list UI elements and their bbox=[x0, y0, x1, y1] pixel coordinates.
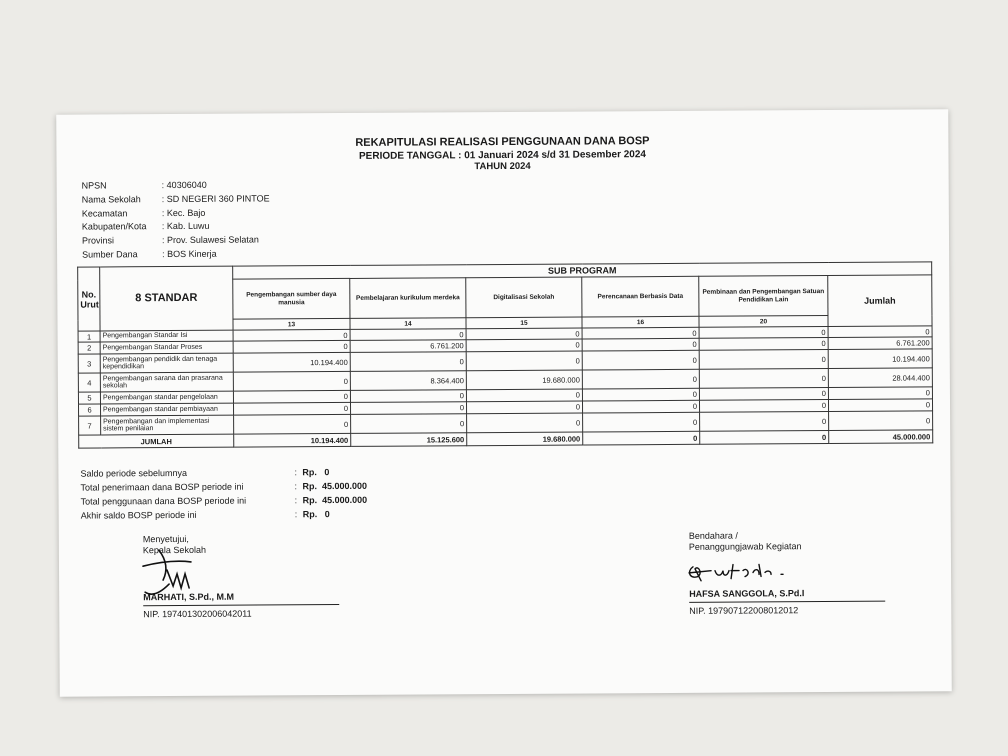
total-value: 10.194.400 bbox=[234, 433, 351, 447]
document-year: TAHUN 2024 bbox=[474, 160, 531, 173]
info-row bbox=[82, 179, 270, 194]
cell-value: 0 bbox=[351, 414, 467, 434]
row-name: Pengembangan dan implementasi sistem penilaian bbox=[101, 415, 234, 435]
row-number: 2 bbox=[78, 342, 100, 354]
header-code: 14 bbox=[350, 318, 466, 330]
info-label: Kabupaten/Kota bbox=[81, 221, 147, 232]
cell-value: 0 bbox=[466, 328, 582, 340]
cell-value: 0 bbox=[700, 412, 829, 432]
row-name: Pengembangan standar pembiayaan bbox=[100, 403, 233, 416]
header-sub-program: SUB PROGRAM bbox=[233, 262, 932, 279]
row-total: 0 bbox=[828, 399, 932, 412]
info-row bbox=[82, 248, 270, 263]
header-standar: 8 STANDAR bbox=[100, 266, 233, 331]
row-total: 10.194.400 bbox=[828, 349, 932, 369]
balance-summary bbox=[80, 467, 367, 525]
total-value: 0 bbox=[700, 431, 829, 445]
info-value: : SD NEGERI 360 PINTOE bbox=[161, 193, 270, 204]
cell-value: 0 bbox=[350, 390, 466, 403]
signature-rule bbox=[143, 604, 339, 606]
cell-value: 0 bbox=[582, 327, 699, 339]
cell-value: 0 bbox=[583, 412, 700, 432]
cell-value: 0 bbox=[582, 400, 699, 413]
info-label: Kecamatan bbox=[81, 207, 128, 219]
header-code: 15 bbox=[466, 317, 582, 329]
summary-row: Akhir saldo BOSP periode ini : Rp. 0 bbox=[81, 509, 368, 525]
cell-value: 8.364.400 bbox=[350, 371, 466, 391]
header-column: Digitalisasi Sekolah bbox=[466, 277, 582, 318]
info-value: : 40306040 bbox=[161, 179, 207, 191]
row-total: 0 bbox=[828, 326, 932, 338]
info-row bbox=[82, 221, 270, 236]
header-column: Pembinaan dan Pengembangan Satuan Pendidikan Lain bbox=[699, 276, 828, 317]
summary-value: Rp. 45.000.000 bbox=[302, 480, 368, 492]
total-value: 15.125.600 bbox=[351, 433, 467, 447]
row-total: 0 bbox=[828, 387, 932, 400]
summary-value: Rp. 45.000.000 bbox=[302, 494, 368, 506]
summary-value: Rp. 0 bbox=[302, 467, 330, 478]
info-label: Nama Sekolah bbox=[81, 194, 141, 205]
sign-caption: Menyetujui, bbox=[142, 533, 189, 545]
cell-value: 0 bbox=[582, 350, 699, 370]
row-number: 6 bbox=[78, 404, 100, 416]
cell-value: 0 bbox=[467, 413, 583, 433]
grand-total: 45.000.000 bbox=[829, 430, 933, 444]
info-label: Provinsi bbox=[81, 235, 115, 246]
row-number: 5 bbox=[78, 392, 100, 404]
cell-value: 0 bbox=[699, 350, 828, 370]
header-column: Pembelajaran kurikulum merdeka bbox=[350, 278, 466, 319]
total-value: 19.680.000 bbox=[467, 432, 583, 446]
header-code: 20 bbox=[699, 316, 828, 328]
row-total: 6.761.200 bbox=[828, 337, 932, 350]
row-name: Pengembangan Standar Proses bbox=[100, 341, 233, 354]
cell-value: 10.194.400 bbox=[233, 352, 350, 372]
row-name: Pengembangan pendidik dan tenaga kependidikan bbox=[100, 353, 233, 373]
school-info bbox=[82, 179, 270, 263]
cell-value: 0 bbox=[350, 329, 466, 341]
info-label: NPSN bbox=[81, 180, 107, 191]
row-name: Pengembangan sarana dan prasarana sekolah bbox=[100, 372, 233, 392]
signer-nip: NIP. 197907122008012012 bbox=[689, 605, 799, 616]
document-title: REKAPITULASI REALISASI PENGGUNAAN DANA BOSP bbox=[355, 135, 650, 149]
cell-value: 0 bbox=[582, 388, 699, 401]
cell-value: 0 bbox=[466, 401, 582, 414]
summary-label: Akhir saldo BOSP periode ini bbox=[80, 509, 197, 521]
cell-value: 0 bbox=[466, 351, 582, 371]
summary-label: Total penggunaan dana BOSP periode ini bbox=[80, 495, 247, 507]
handwritten-signature-left bbox=[139, 544, 219, 600]
handwritten-signature-right bbox=[685, 556, 795, 585]
recap-table bbox=[77, 261, 933, 448]
row-name: Pengembangan standar pengelolaan bbox=[100, 391, 233, 404]
cell-value: 0 bbox=[582, 369, 699, 389]
row-total: 28.044.400 bbox=[828, 368, 932, 388]
cell-value: 0 bbox=[233, 329, 350, 341]
cell-value: 19.680.000 bbox=[466, 370, 582, 390]
cell-value: 0 bbox=[699, 338, 828, 351]
info-row bbox=[82, 193, 270, 208]
signer-name: MARHATI, S.Pd., M.M bbox=[143, 591, 235, 603]
cell-value: 6.761.200 bbox=[350, 340, 466, 353]
cell-value: 0 bbox=[699, 369, 828, 389]
cell-value: 0 bbox=[233, 340, 350, 353]
cell-value: 0 bbox=[699, 400, 828, 413]
info-value: : Kab. Luwu bbox=[161, 221, 210, 232]
header-code: 16 bbox=[582, 316, 699, 328]
sign-caption: Bendahara / bbox=[688, 530, 738, 541]
signer-nip: NIP. 197401302006042011 bbox=[143, 608, 252, 620]
header-code: 13 bbox=[233, 318, 350, 330]
cell-value: 0 bbox=[350, 402, 466, 415]
summary-label: Total penerimaan dana BOSP periode ini bbox=[80, 481, 244, 493]
row-number: 3 bbox=[78, 354, 100, 373]
info-row bbox=[82, 235, 270, 250]
row-number: 7 bbox=[79, 416, 101, 435]
total-value: 0 bbox=[583, 431, 700, 445]
sign-role: Penanggungjawab Kegiatan bbox=[688, 541, 802, 552]
cell-value: 0 bbox=[466, 339, 582, 352]
info-row bbox=[82, 207, 270, 222]
cell-value: 0 bbox=[582, 338, 699, 351]
document-period: PERIODE TANGGAL : 01 Januari 2024 s/d 31 Desember 2024 bbox=[358, 149, 647, 162]
info-value: : BOS Kinerja bbox=[162, 248, 217, 260]
info-label: Sumber Dana bbox=[82, 249, 138, 260]
cell-value: 0 bbox=[466, 389, 582, 402]
row-number: 1 bbox=[78, 331, 100, 342]
summary-label: Saldo periode sebelumnya bbox=[80, 467, 188, 479]
summary-value: Rp. 0 bbox=[302, 509, 330, 520]
sign-role: Kepala Sekolah bbox=[142, 544, 206, 556]
row-name: Pengembangan Standar Isi bbox=[100, 330, 233, 342]
cell-value: 0 bbox=[350, 352, 466, 372]
header-column: Perencanaan Berbasis Data bbox=[582, 276, 699, 317]
document-page bbox=[56, 109, 952, 696]
row-number: 4 bbox=[78, 373, 100, 392]
header-jumlah: Jumlah bbox=[828, 275, 932, 327]
cell-value: 0 bbox=[233, 390, 350, 403]
row-total: 0 bbox=[829, 411, 933, 431]
info-value: : Prov. Sulawesi Selatan bbox=[161, 234, 259, 246]
summary-row: Total penggunaan dana BOSP periode ini : Rp. 45.000.000 bbox=[81, 495, 368, 511]
signature-rule bbox=[689, 601, 885, 603]
cell-value: 0 bbox=[699, 327, 828, 339]
header-column: Pengembangan sumber daya manusia bbox=[233, 278, 350, 319]
header-no-urut: No. Urut bbox=[78, 267, 100, 331]
cell-value: 0 bbox=[234, 414, 351, 434]
info-value: : Kec. Bajo bbox=[161, 207, 206, 218]
summary-row: Total penerimaan dana BOSP periode ini : Rp. 45.000.000 bbox=[80, 481, 367, 497]
signer-name: HAFSA SANGGOLA, S.Pd.I bbox=[689, 588, 805, 599]
cell-value: 0 bbox=[233, 402, 350, 415]
summary-row: Saldo periode sebelumnya : Rp. 0 bbox=[80, 467, 367, 483]
cell-value: 0 bbox=[233, 371, 350, 391]
cell-value: 0 bbox=[699, 388, 828, 401]
totals-label: JUMLAH bbox=[79, 434, 234, 448]
